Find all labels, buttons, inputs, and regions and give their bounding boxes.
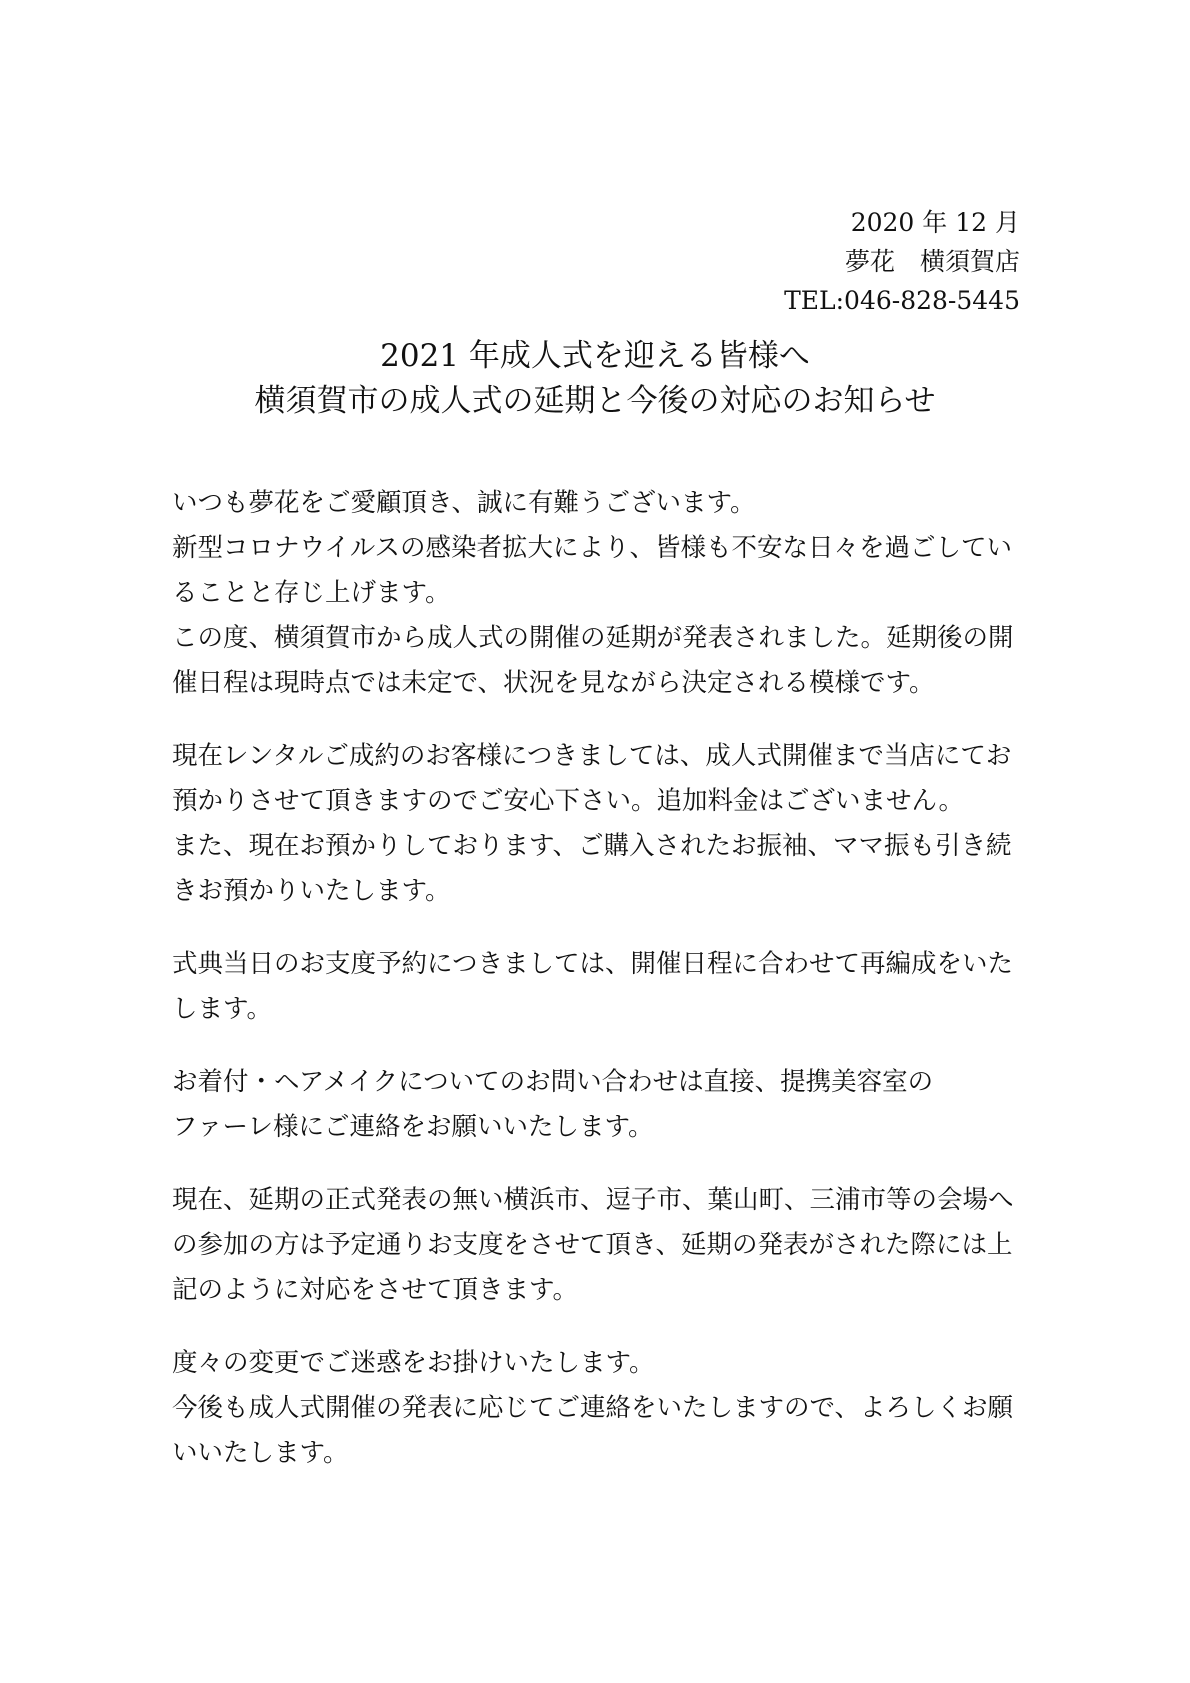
text-line: の参加の方は予定通りお支度をさせて頂き、延期の発表がされた際には上 bbox=[172, 1230, 1013, 1260]
text-line: 現在、延期の正式発表の無い横浜市、逗子市、葉山町、三浦市等の会場へ bbox=[172, 1185, 1014, 1215]
text-line: 記のように対応をさせて頂きます。 bbox=[172, 1275, 578, 1305]
letter-body bbox=[172, 481, 1032, 1504]
text-line: 新型コロナウイルスの感染者拡大により、皆様も不安な日々を過ごしてい bbox=[172, 533, 1012, 563]
title-line-1: 2021 年成人式を迎える皆様へ bbox=[380, 338, 810, 374]
paragraph bbox=[172, 734, 1032, 914]
text-line: 今後も成人式開催の発表に応じてご連絡をいたしますので、よろしくお願 bbox=[172, 1393, 1013, 1423]
text-line: この度、横須賀市から成人式の開催の延期が発表されました。延期後の開 bbox=[172, 623, 1014, 653]
text-line: 現在レンタルご成約のお客様につきましては、成人式開催まで当店にてお bbox=[172, 741, 1012, 771]
paragraph bbox=[172, 1060, 1032, 1150]
text-line: いつも夢花をご愛顧頂き、誠に有難うございます。 bbox=[172, 488, 756, 518]
title-line-2: 横須賀市の成人式の延期と今後の対応のお知らせ bbox=[254, 383, 936, 419]
paragraph bbox=[172, 1341, 1032, 1476]
text-line: また、現在お預かりしております、ご購入されたお振袖、ママ振も引き続 bbox=[172, 831, 1012, 861]
phone-number: TEL:046-828-5445 bbox=[784, 286, 1020, 315]
text-line: します。 bbox=[172, 994, 272, 1024]
paragraph bbox=[172, 481, 1032, 706]
store-name: 夢花 横須賀店 bbox=[844, 247, 1020, 276]
paragraph bbox=[172, 1178, 1032, 1313]
text-line: 式典当日のお支度予約につきましては、開催日程に合わせて再編成をいた bbox=[172, 949, 1013, 979]
letter-header bbox=[784, 203, 1020, 320]
text-line: 預かりさせて頂きますのでご安心下さい。追加料金はございません。 bbox=[172, 786, 965, 816]
text-line: いいたします。 bbox=[172, 1438, 349, 1468]
document-title bbox=[0, 334, 1190, 424]
paragraph bbox=[172, 942, 1032, 1032]
text-line: 度々の変更でご迷惑をお掛けいたします。 bbox=[172, 1348, 655, 1378]
text-line: ファーレ様にご連絡をお願いいたします。 bbox=[172, 1112, 654, 1142]
text-line: 催日程は現時点では未定で、状況を見ながら決定される模様です。 bbox=[172, 668, 935, 698]
date: 2020 年 12 月 bbox=[850, 208, 1020, 237]
text-line: お着付・ヘアメイクについてのお問い合わせは直接、提携美容室の bbox=[172, 1067, 934, 1097]
text-line: ることと存じ上げます。 bbox=[172, 578, 451, 608]
text-line: きお預かりいたします。 bbox=[172, 876, 451, 906]
